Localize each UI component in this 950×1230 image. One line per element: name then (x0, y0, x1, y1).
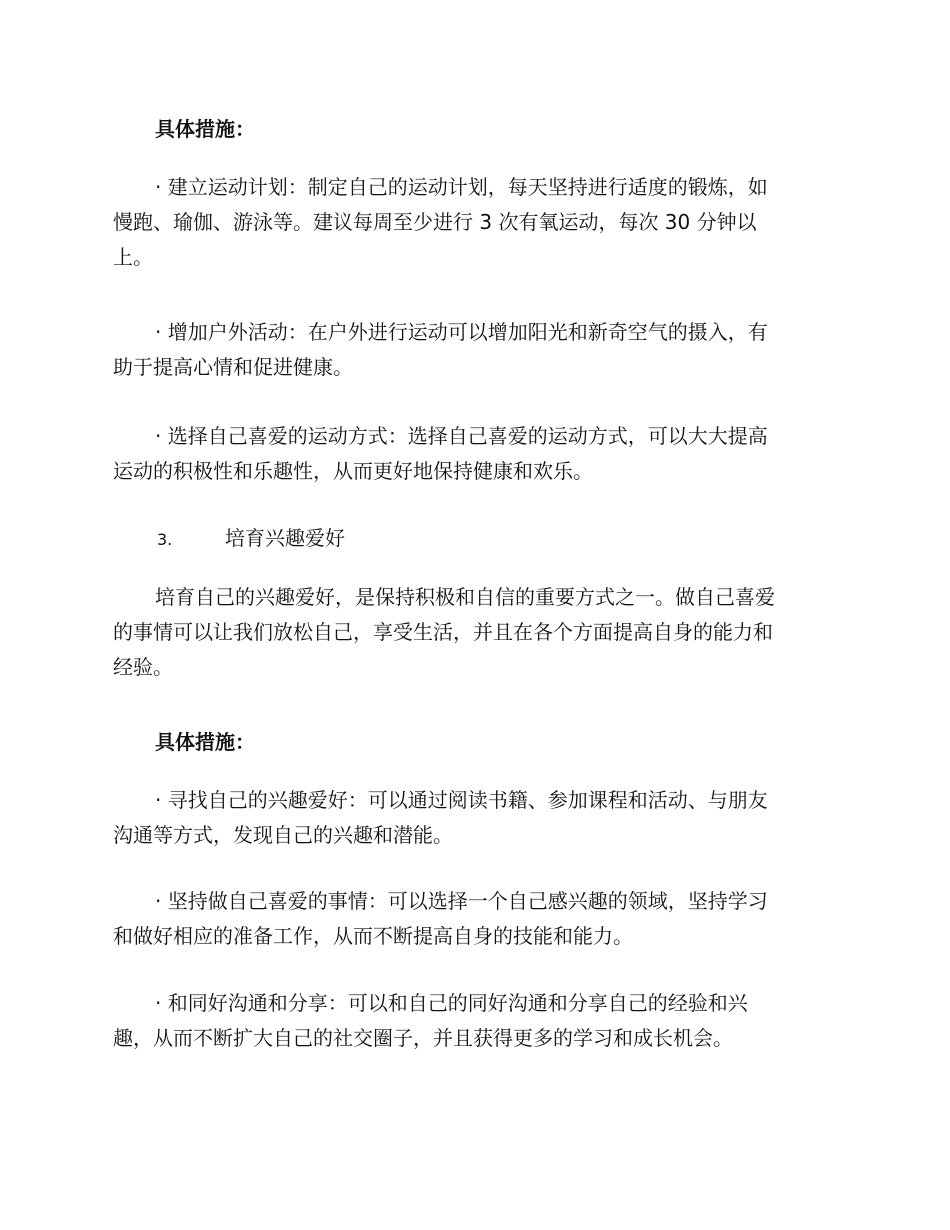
bullet-line: 助于提高心情和促进健康。 (113, 355, 353, 379)
bullet-line: · 增加户外活动：在户外进行运动可以增加阳光和新奇空气的摄入，有 (155, 320, 768, 344)
bullet-line: 和做好相应的准备工作，从而不断提高自身的技能和能力。 (113, 924, 633, 948)
bullet-line: · 和同好沟通和分享：可以和自己的同好沟通和分享自己的经验和兴 (155, 991, 748, 1015)
measures-heading-2 (113, 725, 835, 760)
bullet-line: 趣，从而不断扩大自己的社交圈子，并且获得更多的学习和成长机会。 (113, 1026, 733, 1050)
bullet-exercise-plan (113, 170, 835, 275)
bullet-line: 沟通等方式，发现自己的兴趣和潜能。 (113, 823, 453, 847)
numbered-section-heading (157, 521, 345, 557)
bullet-line: 上。 (113, 245, 153, 269)
bullet-share-with-peers (113, 986, 835, 1056)
measures-heading-1 (113, 112, 835, 147)
paragraph-line: 培育自己的兴趣爱好，是保持积极和自信的重要方式之一。做自己喜爱 (155, 585, 775, 609)
section-title: 培育兴趣爱好 (225, 526, 345, 550)
bullet-line: 慢跑、瑜伽、游泳等。建议每周至少进行 3 次有氧运动，每次 30 分钟以 (113, 210, 757, 234)
section-number: 3. (157, 530, 173, 549)
bullet-line: · 选择自己喜爱的运动方式：选择自己喜爱的运动方式，可以大大提高 (155, 424, 768, 448)
bullet-line: · 坚持做自己喜爱的事情：可以选择一个自己感兴趣的领域，坚持学习 (155, 889, 768, 913)
measures-heading-text: 具体措施： (155, 117, 255, 141)
bullet-keep-doing (113, 884, 835, 954)
bullet-outdoor-activity (113, 315, 835, 385)
bullet-line: · 寻找自己的兴趣爱好：可以通过阅读书籍、参加课程和活动、与朋友 (155, 788, 768, 812)
paragraph-line: 的事情可以让我们放松自己，享受生活，并且在各个方面提高自身的能力和 (113, 620, 773, 644)
bullet-favorite-sport (113, 419, 835, 489)
bullet-line: 运动的积极性和乐趣性，从而更好地保持健康和欢乐。 (113, 459, 593, 483)
bullet-find-hobby (113, 783, 835, 853)
measures-heading-text: 具体措施： (155, 730, 255, 754)
intro-paragraph (113, 580, 835, 685)
paragraph-line: 经验。 (113, 655, 173, 679)
bullet-line: · 建立运动计划：制定自己的运动计划，每天坚持进行适度的锻炼，如 (155, 175, 768, 199)
